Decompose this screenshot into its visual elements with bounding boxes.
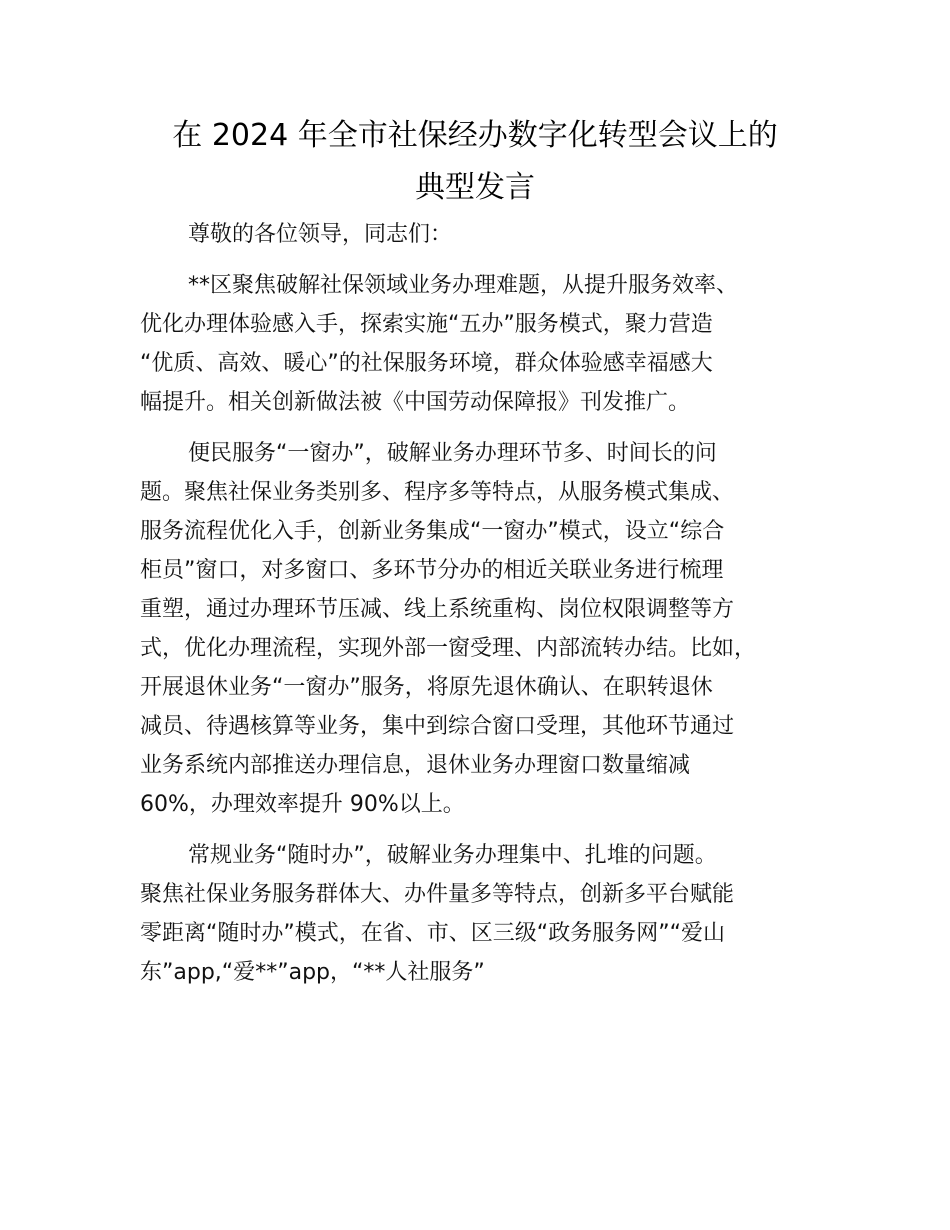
paragraph-line: 东”app,“爱**”app，“**人社服务” [140,960,485,985]
paragraph-line: **区聚焦破解社保领域业务办理难题，从提升服务效率、 [188,273,739,298]
title-line: 在 2024 年全市社保经办数字化转型会议上的 [172,118,778,153]
title-line: 典型发言 [415,170,535,205]
document-body [140,215,830,992]
paragraph-line: 60%，办理效率提升 90%以上。 [140,792,465,817]
paragraph-line: “优质、高效、暖心”的社保服务环境，群众体验感幸福感大 [140,351,713,376]
paragraph-line: 便民服务“一窗办”，破解业务办理环节多、时间长的问 [188,441,717,466]
paragraph-line: 常规业务“随时办”，破解业务办理集中、扎堆的问题。 [188,843,717,868]
paragraph-line: 式，优化办理流程，实现外部一窗受理、内部流转办结。比如， [140,636,757,661]
paragraph-line: 柜员”窗口，对多窗口、多环节分办的相近关联业务进行梳理 [140,558,724,583]
salutation: 尊敬的各位领导，同志们： [188,222,453,247]
paragraph-line: 重塑，通过办理环节压减、线上系统重构、岗位权限调整等方 [140,597,735,622]
paragraph-line: 聚焦社保业务服务群体大、办件量多等特点，创新多平台赋能 [140,882,735,907]
paragraph-line: 开展退休业务“一窗办”服务，将原先退休确认、在职转退休 [140,675,713,700]
paragraph-line: 幅提升。相关创新做法被《中国劳动保障报》刊发推广。 [140,390,691,415]
paragraph-line: 减员、待遇核算等业务，集中到综合窗口受理，其他环节通过 [140,714,735,739]
page-title [0,110,950,214]
paragraph-line: 题。聚焦社保业务类别多、程序多等特点，从服务模式集成、 [140,480,735,505]
paragraph-line: 零距离“随时办”模式，在省、市、区三级“政务服务网”“爱山 [140,921,725,946]
paragraph-3 [140,836,830,992]
paragraph-line: 优化办理体验感入手，探索实施“五办”服务模式，聚力营造 [140,312,713,337]
paragraph-2 [140,434,830,824]
paragraph-line: 业务系统内部推送办理信息，退休业务办理窗口数量缩减 [140,753,691,778]
paragraph-line: 服务流程优化入手，创新业务集成“一窗办”模式，设立“综合 [140,519,725,544]
paragraph-1 [140,266,830,422]
